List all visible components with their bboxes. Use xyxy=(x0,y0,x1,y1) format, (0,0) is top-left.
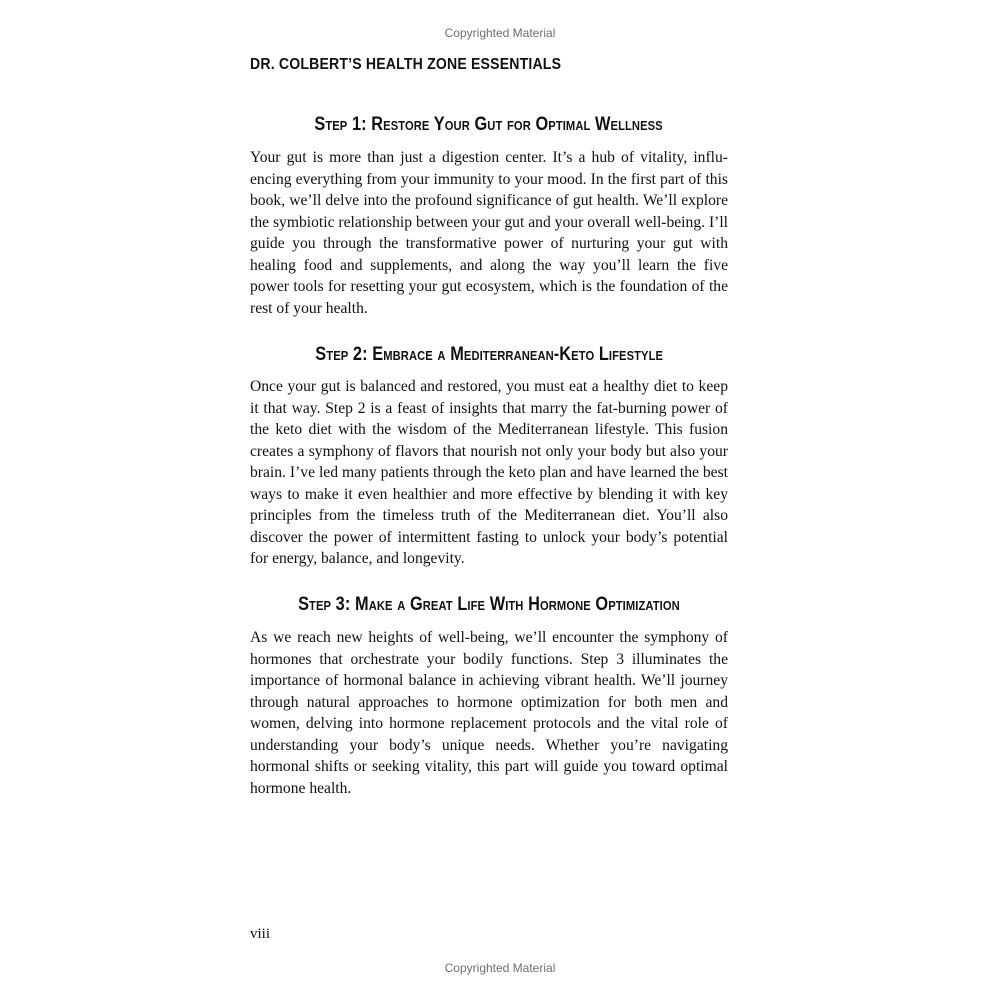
section-body-step-2: Once your gut is balanced and restored, you must eat a healthy diet to keep it that way. Step 2 is a feast of insights that marry the fat-burning power of the keto diet with the wisdom of the Mediterranean lifestyle. This fusion creates a symphony of flavors that nourish not only your body but also your brain. I’ve led many patients through the keto plan and have learned the best ways to make it even healthier and more effective by blending it with key principles from the timeless truth of the Mediterranean diet. You’ll also discover the power of intermittent fasting to unlock your body’s potential for energy, balance, and longevity. xyxy=(250,378,728,567)
section-heading-step-3 xyxy=(250,594,728,616)
copyright-notice-bottom: Copyrighted Material xyxy=(444,961,556,975)
section-heading-step-3-text: Step 3: Make a Great Life With Hormone Optimization xyxy=(298,594,680,615)
section-heading-step-2-text: Step 2: Embrace a Mediterranean-Keto Lifestyle xyxy=(315,344,663,365)
running-head: DR. COLBERT’S HEALTH ZONE ESSENTIALS xyxy=(250,56,562,73)
section-body-step-1: Your gut is more than just a digestion center. It’s a hub of vitality, influencing everything from your immunity to your mood. In the first part of this book, we’ll delve into the profound significance of gut health. We’ll explore the symbiotic relationship between your gut and your overall well-being. I’ll guide you through the transformative power of nurturing your gut with healing food and supplements, and along the way you’ll learn the five power tools for resetting your gut ecosystem, which is the foundation of the rest of your health. xyxy=(250,149,728,317)
section-heading-step-1 xyxy=(250,114,728,136)
section-heading-step-2 xyxy=(250,344,728,366)
page-number: viii xyxy=(250,926,271,942)
copyright-notice-top: Copyrighted Material xyxy=(444,26,556,40)
section-body-step-3: As we reach new heights of well-being, we’ll encounter the symphony of hormones that orchestrate your bodily functions. Step 3 illuminates the importance of hormonal balance in achieving vibrant health. We’ll journey through natural approaches to hormone optimization for both men and women, delving into hormone replacement protocols and the vital role of understanding your body’s unique needs. Whether you’re navigating hormonal shifts or seeking vitality, this part will guide you toward optimal hormone health. xyxy=(250,629,728,797)
section-heading-step-1-text: Step 1: Restore Your Gut for Optimal Wellness xyxy=(314,114,664,135)
